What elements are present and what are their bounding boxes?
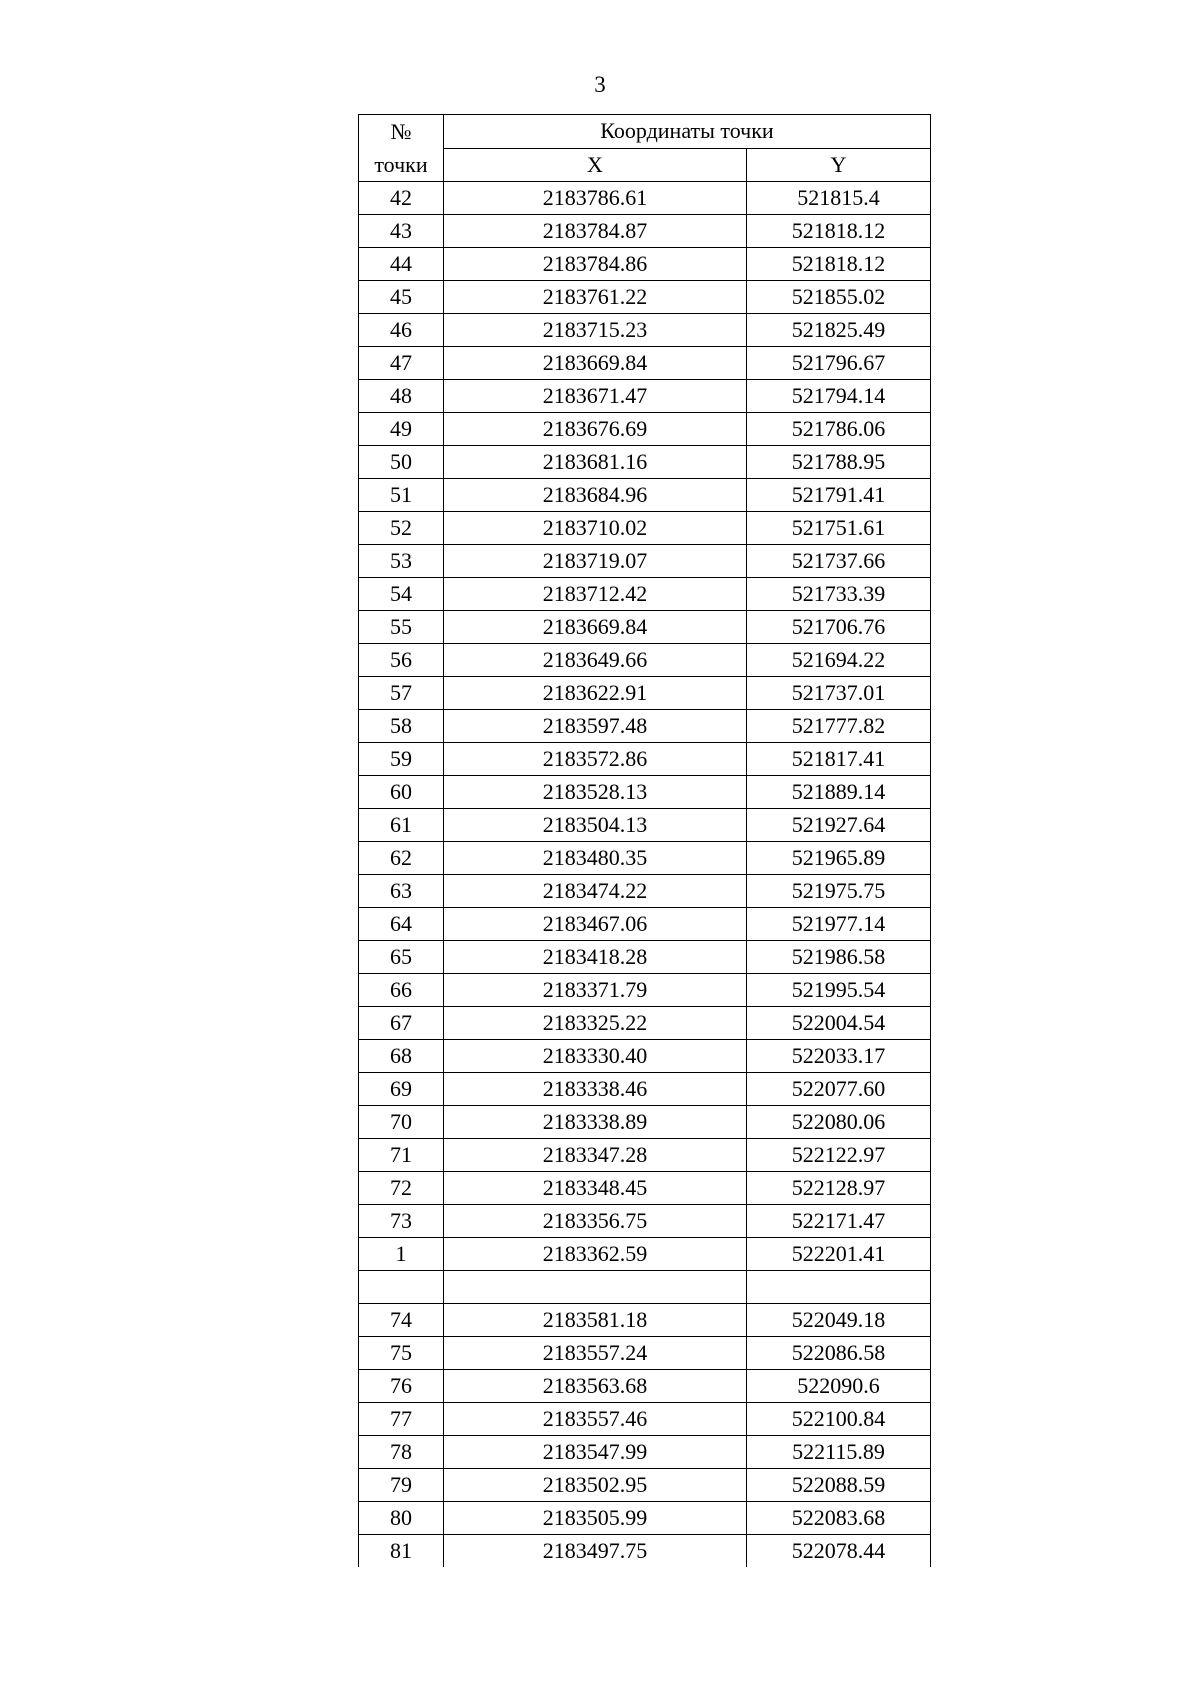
y-coordinate-cell: 522033.17 — [747, 1040, 931, 1073]
table-row — [359, 1502, 931, 1535]
table-row — [359, 347, 931, 380]
x-coordinate-cell: 2183418.28 — [444, 941, 747, 974]
table-row — [359, 380, 931, 413]
x-coordinate-cell: 2183547.99 — [444, 1436, 747, 1469]
table-subheader-row — [359, 148, 931, 182]
table-row — [359, 974, 931, 1007]
x-coordinate-cell: 2183474.22 — [444, 875, 747, 908]
x-coordinate-cell: 2183669.84 — [444, 347, 747, 380]
point-number-cell: 80 — [359, 1502, 444, 1535]
table-row — [359, 1040, 931, 1073]
table-row — [359, 842, 931, 875]
y-coordinate-cell: 521818.12 — [747, 215, 931, 248]
table-row — [359, 743, 931, 776]
point-number-cell: 79 — [359, 1469, 444, 1502]
x-coordinate-cell: 2183504.13 — [444, 809, 747, 842]
table-row — [359, 1271, 931, 1304]
point-number-cell: 48 — [359, 380, 444, 413]
y-coordinate-cell: 522088.59 — [747, 1469, 931, 1502]
x-coordinate-cell: 2183710.02 — [444, 512, 747, 545]
y-coordinate-cell: 522004.54 — [747, 1007, 931, 1040]
point-number-cell: 64 — [359, 908, 444, 941]
x-coordinate-cell: 2183669.84 — [444, 611, 747, 644]
page-number: 3 — [594, 72, 606, 97]
table-row — [359, 710, 931, 743]
y-coordinate-cell: 522128.97 — [747, 1172, 931, 1205]
x-coordinate-cell: 2183557.24 — [444, 1337, 747, 1370]
x-coordinate-cell: 2183719.07 — [444, 545, 747, 578]
x-coordinate-cell: 2183712.42 — [444, 578, 747, 611]
x-coordinate-cell: 2183715.23 — [444, 314, 747, 347]
y-coordinate-cell: 522077.60 — [747, 1073, 931, 1106]
table-row — [359, 248, 931, 281]
table-row — [359, 1535, 931, 1568]
table-row — [359, 1139, 931, 1172]
point-number-cell: 73 — [359, 1205, 444, 1238]
table-body — [359, 182, 931, 1568]
point-number-cell: 43 — [359, 215, 444, 248]
table-row — [359, 809, 931, 842]
table-row — [359, 941, 931, 974]
x-coordinate-cell: 2183784.86 — [444, 248, 747, 281]
x-coordinate-cell — [444, 1271, 747, 1304]
point-number-cell: 44 — [359, 248, 444, 281]
point-number-cell: 74 — [359, 1304, 444, 1337]
coordinates-header: Координаты точки — [444, 115, 931, 149]
y-coordinate-cell: 522201.41 — [747, 1238, 931, 1271]
x-coordinate-cell: 2183784.87 — [444, 215, 747, 248]
x-coordinate-cell: 2183338.46 — [444, 1073, 747, 1106]
x-coordinate-cell: 2183356.75 — [444, 1205, 747, 1238]
point-number-cell: 46 — [359, 314, 444, 347]
table-row — [359, 1205, 931, 1238]
table-row — [359, 677, 931, 710]
x-coordinate-cell: 2183597.48 — [444, 710, 747, 743]
table-row — [359, 281, 931, 314]
x-coordinate-cell: 2183371.79 — [444, 974, 747, 1007]
y-coordinate-cell: 521965.89 — [747, 842, 931, 875]
y-coordinate-cell: 521794.14 — [747, 380, 931, 413]
x-coordinate-cell: 2183347.28 — [444, 1139, 747, 1172]
x-coordinate-cell: 2183338.89 — [444, 1106, 747, 1139]
coordinates-table — [358, 114, 931, 1567]
point-number-cell: 53 — [359, 545, 444, 578]
y-coordinate-cell: 521977.14 — [747, 908, 931, 941]
x-coordinate-cell: 2183684.96 — [444, 479, 747, 512]
y-coordinate-cell: 521927.64 — [747, 809, 931, 842]
point-number-cell: 42 — [359, 182, 444, 215]
y-coordinate-cell: 521733.39 — [747, 578, 931, 611]
y-coordinate-cell: 522171.47 — [747, 1205, 931, 1238]
table-row — [359, 413, 931, 446]
table-row — [359, 1403, 931, 1436]
y-coordinate-cell: 521737.66 — [747, 545, 931, 578]
y-coordinate-cell: 522078.44 — [747, 1535, 931, 1568]
y-coordinate-cell: 521751.61 — [747, 512, 931, 545]
table-row — [359, 1007, 931, 1040]
y-coordinate-cell: 522086.58 — [747, 1337, 931, 1370]
table-row — [359, 1073, 931, 1106]
point-number-cell: 81 — [359, 1535, 444, 1568]
x-coordinate-cell: 2183581.18 — [444, 1304, 747, 1337]
point-number-cell: 58 — [359, 710, 444, 743]
y-coordinate-cell: 521818.12 — [747, 248, 931, 281]
x-coordinate-cell: 2183671.47 — [444, 380, 747, 413]
table-row — [359, 446, 931, 479]
table-row — [359, 1337, 931, 1370]
point-number-cell: 77 — [359, 1403, 444, 1436]
x-coordinate-cell: 2183676.69 — [444, 413, 747, 446]
point-number-cell: 72 — [359, 1172, 444, 1205]
y-coordinate-cell: 521788.95 — [747, 446, 931, 479]
point-number-cell: 61 — [359, 809, 444, 842]
table-row — [359, 545, 931, 578]
x-coordinate-cell: 2183502.95 — [444, 1469, 747, 1502]
point-number-cell: 47 — [359, 347, 444, 380]
x-coordinate-cell: 2183505.99 — [444, 1502, 747, 1535]
y-coordinate-cell: 522090.6 — [747, 1370, 931, 1403]
y-coordinate-cell: 521737.01 — [747, 677, 931, 710]
y-coordinate-cell: 521706.76 — [747, 611, 931, 644]
number-sign-label: № — [390, 119, 412, 144]
point-number-cell: 78 — [359, 1436, 444, 1469]
x-coordinate-cell: 2183330.40 — [444, 1040, 747, 1073]
y-coordinate-cell: 521815.4 — [747, 182, 931, 215]
table-row — [359, 1172, 931, 1205]
point-number-cell: 62 — [359, 842, 444, 875]
x-coordinate-cell: 2183557.46 — [444, 1403, 747, 1436]
point-label: точки — [374, 152, 428, 177]
point-number-cell: 65 — [359, 941, 444, 974]
table-row — [359, 776, 931, 809]
y-coordinate-cell: 521825.49 — [747, 314, 931, 347]
table-row — [359, 1106, 931, 1139]
table-row — [359, 875, 931, 908]
point-number-cell: 67 — [359, 1007, 444, 1040]
x-coordinate-cell: 2183480.35 — [444, 842, 747, 875]
y-coordinate-cell: 521777.82 — [747, 710, 931, 743]
x-coordinate-cell: 2183786.61 — [444, 182, 747, 215]
point-number-cell: 63 — [359, 875, 444, 908]
point-number-cell: 55 — [359, 611, 444, 644]
y-coordinate-cell: 521817.41 — [747, 743, 931, 776]
table-row — [359, 611, 931, 644]
point-number-cell: 56 — [359, 644, 444, 677]
point-number-cell: 45 — [359, 281, 444, 314]
table-row — [359, 578, 931, 611]
y-coordinate-cell: 521791.41 — [747, 479, 931, 512]
table-header-row — [359, 115, 931, 149]
x-column-header: X — [444, 148, 747, 182]
y-coordinate-cell — [747, 1271, 931, 1304]
x-coordinate-cell: 2183622.91 — [444, 677, 747, 710]
y-coordinate-cell: 521855.02 — [747, 281, 931, 314]
y-coordinate-cell: 522083.68 — [747, 1502, 931, 1535]
point-number-header — [359, 115, 444, 182]
point-number-cell — [359, 1271, 444, 1304]
y-coordinate-cell: 522100.84 — [747, 1403, 931, 1436]
y-coordinate-cell: 522080.06 — [747, 1106, 931, 1139]
y-coordinate-cell: 522115.89 — [747, 1436, 931, 1469]
y-coordinate-cell: 522049.18 — [747, 1304, 931, 1337]
point-number-cell: 76 — [359, 1370, 444, 1403]
point-number-cell: 54 — [359, 578, 444, 611]
x-coordinate-cell: 2183362.59 — [444, 1238, 747, 1271]
table-row — [359, 512, 931, 545]
point-number-cell: 59 — [359, 743, 444, 776]
x-coordinate-cell: 2183563.68 — [444, 1370, 747, 1403]
table-row — [359, 1370, 931, 1403]
table-row — [359, 314, 931, 347]
table-row — [359, 182, 931, 215]
y-coordinate-cell: 521975.75 — [747, 875, 931, 908]
x-coordinate-cell: 2183467.06 — [444, 908, 747, 941]
x-coordinate-cell: 2183325.22 — [444, 1007, 747, 1040]
table-row — [359, 1304, 931, 1337]
point-number-cell: 66 — [359, 974, 444, 1007]
x-coordinate-cell: 2183497.75 — [444, 1535, 747, 1568]
point-number-cell: 50 — [359, 446, 444, 479]
x-coordinate-cell: 2183528.13 — [444, 776, 747, 809]
x-coordinate-cell: 2183761.22 — [444, 281, 747, 314]
table-row — [359, 1238, 931, 1271]
table-row — [359, 479, 931, 512]
y-coordinate-cell: 521796.67 — [747, 347, 931, 380]
x-coordinate-cell: 2183348.45 — [444, 1172, 747, 1205]
table-row — [359, 908, 931, 941]
x-coordinate-cell: 2183649.66 — [444, 644, 747, 677]
y-coordinate-cell: 521889.14 — [747, 776, 931, 809]
x-coordinate-cell: 2183681.16 — [444, 446, 747, 479]
y-coordinate-cell: 522122.97 — [747, 1139, 931, 1172]
point-number-cell: 75 — [359, 1337, 444, 1370]
point-number-cell: 70 — [359, 1106, 444, 1139]
point-number-cell: 49 — [359, 413, 444, 446]
point-number-cell: 71 — [359, 1139, 444, 1172]
y-coordinate-cell: 521986.58 — [747, 941, 931, 974]
point-number-cell: 68 — [359, 1040, 444, 1073]
table-row — [359, 644, 931, 677]
y-coordinate-cell: 521786.06 — [747, 413, 931, 446]
point-number-cell: 60 — [359, 776, 444, 809]
x-coordinate-cell: 2183572.86 — [444, 743, 747, 776]
point-number-cell: 57 — [359, 677, 444, 710]
y-coordinate-cell: 521694.22 — [747, 644, 931, 677]
point-number-cell: 69 — [359, 1073, 444, 1106]
y-column-header: Y — [747, 148, 931, 182]
point-number-cell: 1 — [359, 1238, 444, 1271]
point-number-cell: 51 — [359, 479, 444, 512]
table-row — [359, 215, 931, 248]
point-number-cell: 52 — [359, 512, 444, 545]
table-row — [359, 1469, 931, 1502]
y-coordinate-cell: 521995.54 — [747, 974, 931, 1007]
table-row — [359, 1436, 931, 1469]
